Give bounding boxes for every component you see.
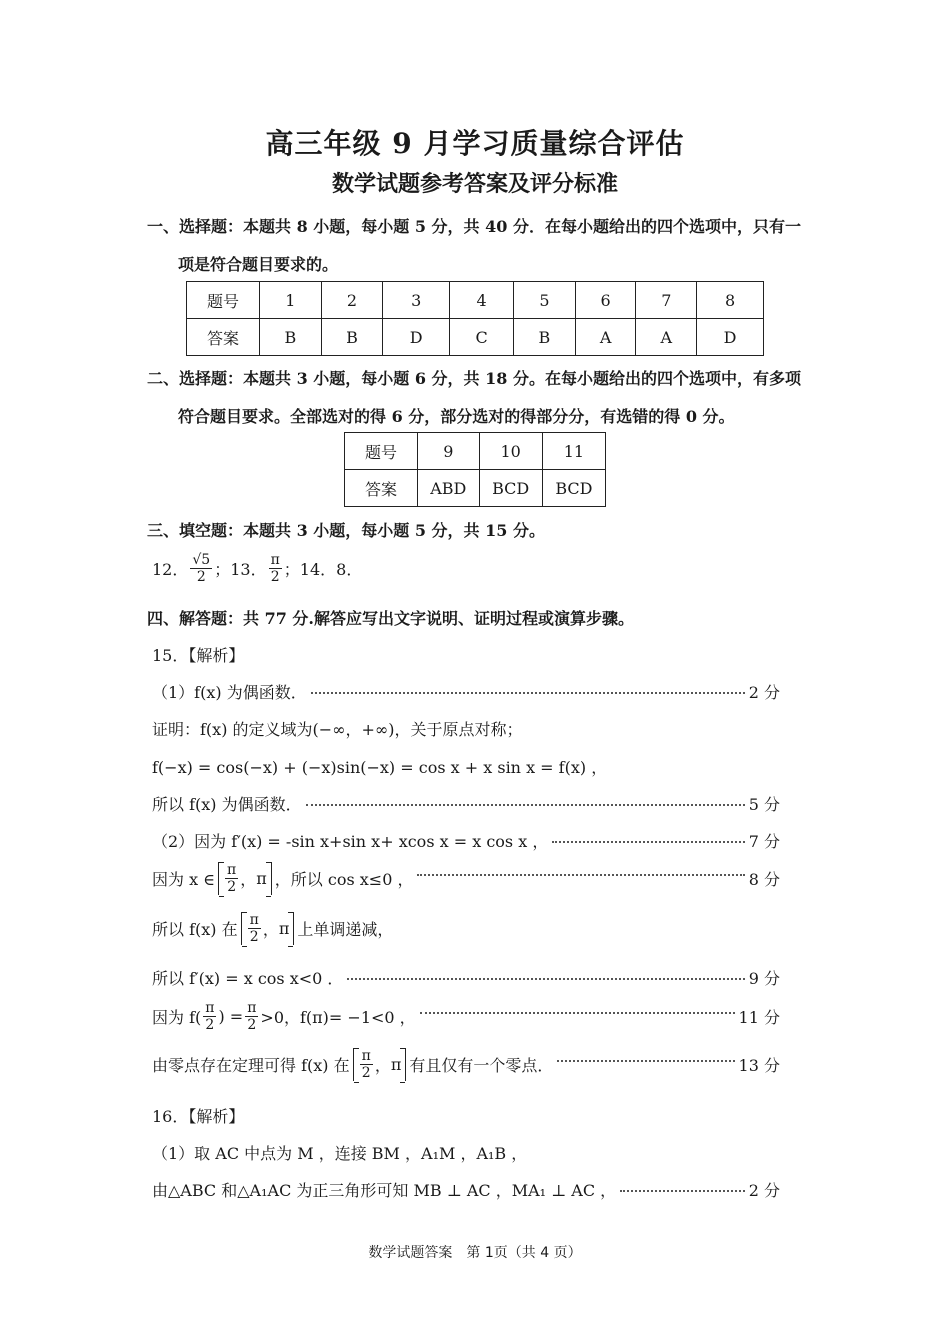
fraction-denominator: 2 [361,1065,371,1081]
solution-text: （1）f(x) 为偶函数． [152,683,307,702]
solution-line [152,680,780,703]
interval-end: π [390,1055,402,1074]
fraction-denominator: 2 [227,879,237,895]
answer-cell: D [383,319,450,356]
solution-text: 有且仅有一个零点． [409,1056,554,1075]
question-cell: 2 [321,282,383,319]
solution-line [152,1178,780,1201]
fraction [203,1000,216,1033]
interval-bracket: $\frac{\pi}{2}$ ， π [353,1048,407,1081]
points-label: 2 分 [748,683,780,702]
question-cell: 9 [418,433,480,470]
fraction-numerator: √5 [192,552,211,568]
fraction-numerator: π [205,1000,215,1016]
solution-text: 证明：f(x) 的定义域为(−∞，+∞)，关于原点对称； [152,720,523,739]
row-label-question: 题号 [345,433,418,470]
section2-answer-table [344,432,606,507]
fraction-numerator: π [361,1048,371,1064]
row-label-answer: 答案 [345,470,418,507]
fraction [245,1000,258,1033]
fraction-denominator: 2 [247,1017,257,1033]
fraction-denominator: 2 [196,569,206,585]
question-cell: 3 [383,282,450,319]
solution-line [152,792,780,815]
solution-text: f(−x) = cos(−x) + (−x)sin(−x) = cos x + x sin x = f(x) ， [152,758,608,777]
section1-heading: 一、选择题：本题共 8 小题，每小题 5 分，共 40 分．在每小题给出的四个选项中，只有一 [147,217,801,236]
fraction [225,862,238,895]
question-cell: 4 [450,282,514,319]
answer-cell: B [321,319,383,356]
question-cell: 6 [575,282,636,319]
question-cell: 5 [514,282,576,319]
page-title: 高三年级 9 月学习质量综合评估 [265,127,685,160]
page-subtitle: 数学试题参考答案及评分标准 [331,171,618,197]
solution-text: 因为 f( [152,1008,202,1027]
section2-heading: 二、选择题：本题共 3 小题，每小题 6 分，共 18 分。在每小题给出的四个选项中，有多项 [147,369,801,388]
fraction [360,1048,373,1081]
solution-text: 上单调递减， [297,920,394,939]
table-row-answers [345,470,606,507]
leader-dots [311,692,745,694]
answer-cell: B [260,319,322,356]
section4-heading: 四、解答题：共 77 分.解答应写出文字说明、证明过程或演算步骤。 [147,609,634,628]
answer-cell: BCD [542,470,605,507]
answer-cell: ABD [418,470,480,507]
question-cell: 8 [697,282,764,319]
answer-cell: BCD [479,470,542,507]
question-cell: 11 [542,433,605,470]
q12-fraction [190,552,212,585]
solution-text: ，所以 cos x≤0 ， [274,870,414,889]
answer-cell: C [450,319,514,356]
row-label-answer: 答案 [187,319,260,356]
solution-text: （1）取 AC 中点为 M ，连接 BM ，A₁M ，A₁B ， [152,1144,528,1163]
question-cell: 1 [260,282,322,319]
leader-dots [420,1012,735,1014]
solution-line [152,829,780,852]
fraction-numerator: π [227,862,237,878]
fraction [248,912,261,945]
answer-cell: A [636,319,697,356]
solution-text: （2）因为 f′(x) = -sin x+sin x+ xcos x = x cos x ， [152,832,549,851]
answer-cell: D [697,319,764,356]
q15-label: 15．【解析】 [152,646,245,665]
question-cell: 10 [479,433,542,470]
fraction-numerator: π [270,552,280,568]
answer-cell: A [575,319,636,356]
row-label-question: 题号 [187,282,260,319]
leader-dots [417,874,744,876]
points-label: 5 分 [748,795,780,814]
interval-bracket: $\frac{\pi}{2}$ ， π [218,862,272,895]
solution-line [152,862,780,895]
table-row-questions [345,433,606,470]
leader-dots [347,978,744,980]
solution-line [152,1000,780,1033]
section1-answer-table [186,281,764,356]
interval-end: π [256,869,267,888]
solution-text: 因为 x ∈ [152,870,216,889]
fraction-denominator: 2 [270,569,280,585]
solution-text: >0，f(π)= −1<0 ， [260,1008,416,1027]
points-label: 7 分 [748,832,780,851]
solution-text: 所以 f′(x) = x cos x<0 ． [152,969,344,988]
table-row-answers [187,319,764,356]
leader-dots [552,841,744,843]
points-label: 8 分 [748,870,780,889]
points-label: 13 分 [738,1056,780,1075]
fraction-numerator: π [247,1000,257,1016]
page-footer: 数学试题答案 第 1页（共 4 页） [368,1245,582,1261]
solution-text: 所以 f(x) 在 [152,920,238,939]
q13-prefix: ；13． [214,560,267,579]
leader-dots [620,1190,745,1192]
answer-cell: B [514,319,576,356]
solution-text: 由零点存在定理可得 f(x) 在 [152,1056,350,1075]
solution-line [152,1048,780,1081]
fill-in-answers [152,552,362,585]
points-label: 11 分 [738,1008,780,1027]
interval-bracket: $\frac{\pi}{2}$ ， π [241,912,295,945]
q14-answer: ；14．8． [283,560,363,579]
leader-dots [306,804,745,806]
q16-label: 16．【解析】 [152,1107,245,1126]
fraction-denominator: 2 [205,1017,215,1033]
solution-line [152,912,780,945]
section3-heading: 三、填空题：本题共 3 小题，每小题 5 分，共 15 分。 [147,521,545,540]
section2-heading-cont: 符合题目要求。全部选对的得 6 分，部分选对的得部分分，有选错的得 0 分。 [178,407,735,426]
q13-fraction [269,552,282,585]
question-cell: 7 [636,282,697,319]
solution-line [152,755,780,778]
points-label: 2 分 [748,1181,780,1200]
section1-heading-cont: 项是符合题目要求的。 [178,255,339,274]
q12-prefix: 12． [152,560,189,579]
leader-dots [557,1060,734,1062]
table-row-questions [187,282,764,319]
points-label: 9 分 [748,969,780,988]
solution-text: 由△ABC 和△A₁AC 为正三角形可知 MB ⊥ AC ，MA₁ ⊥ AC ， [152,1181,617,1200]
fraction-denominator: 2 [249,929,259,945]
interval-end: π [278,919,290,938]
solution-line [152,966,780,989]
solution-line [152,1141,780,1164]
fraction-numerator: π [249,912,259,928]
solution-text: ) = [218,1007,244,1026]
solution-line [152,717,780,740]
solution-text: 所以 f(x) 为偶函数． [152,795,302,814]
